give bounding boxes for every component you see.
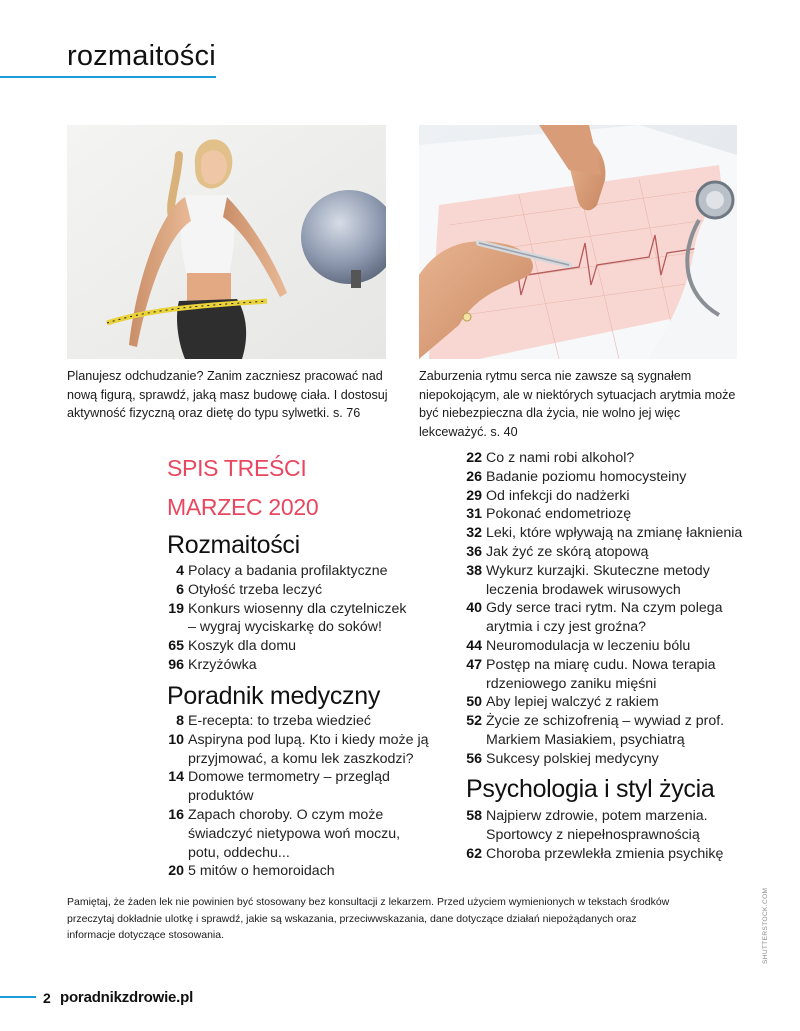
toc-item[interactable]: [164, 712, 429, 731]
toc-page-number: 6: [176, 581, 184, 598]
toc-item-title: Od infekcji do nadżerki: [486, 487, 630, 504]
toc-item[interactable]: [462, 656, 762, 694]
toc-issue: MARZEC 2020: [167, 494, 319, 520]
toc-item-title: Pokonać endometriozę: [486, 506, 632, 523]
toc-page-number: 20: [168, 863, 184, 880]
toc-page-number: 62: [466, 845, 482, 862]
toc-item[interactable]: [462, 468, 762, 487]
woman-measuring-waist-photo: [67, 125, 386, 359]
toc-section-title: Rozmaitości: [167, 531, 300, 559]
toc-item[interactable]: [462, 693, 762, 712]
toc-item[interactable]: [164, 581, 414, 600]
toc-page-number: 32: [466, 525, 482, 542]
toc-item[interactable]: [462, 543, 762, 562]
toc-item-title: Choroba przewlekła zmienia psychikę: [486, 845, 724, 862]
toc-page-number: 96: [168, 656, 184, 673]
toc-page-number: 14: [168, 769, 184, 786]
toc-list: [462, 807, 762, 863]
toc-item-title: Sukcesy polskiej medycyny: [486, 750, 659, 767]
toc-item[interactable]: [462, 449, 762, 468]
toc-list: [462, 449, 762, 769]
toc-page-number: 10: [168, 731, 184, 748]
toc-page-number: 52: [466, 713, 482, 730]
toc-item-title: Życie ze schizofrenią – wywiad z prof. Markiem Masiakiem, psychiatrą: [486, 713, 725, 748]
toc-page-number: 26: [466, 468, 482, 485]
toc-page-number: 40: [466, 600, 482, 617]
toc-item-title: Aby lepiej walczyć z rakiem: [486, 694, 659, 711]
toc-page-number: 36: [466, 543, 482, 560]
toc-page-number: 19: [168, 600, 184, 617]
toc-item-title: Neuromodulacja w leczeniu bólu: [486, 637, 691, 654]
toc-page-number: 4: [176, 563, 184, 579]
toc-item[interactable]: [462, 524, 762, 543]
toc-heading: SPIS TREŚCI: [167, 455, 307, 481]
toc-page-number: 16: [168, 806, 184, 823]
toc-section-title: Psychologia i styl życia: [466, 775, 715, 803]
toc-item-title: Gdy serce traci rytm. Na czym polega arytmia i czy jest groźna?: [486, 600, 723, 636]
toc-page-number: 38: [466, 562, 482, 579]
toc-item-title: Leki, które wpływają na zmianę łaknienia: [486, 525, 743, 542]
caption-left: Planujesz odchudzanie? Zanim zaczniesz pracować nad nową figurą, sprawdź, jaką masz budowę ciała. I dostosuj aktywność fizyczną oraz dietę do typu sylwetki. s. 76: [67, 369, 388, 420]
toc-item[interactable]: [164, 768, 429, 806]
toc-page-number: 47: [466, 656, 482, 673]
toc-item[interactable]: [462, 845, 762, 864]
toc-item-title: Domowe termometry – przegląd produktów: [188, 769, 390, 805]
toc-item[interactable]: [462, 599, 762, 637]
toc-item-title: Najpierw zdrowie, potem marzenia. Sportowcy z niepełnosprawnością: [486, 808, 708, 843]
toc-page-number: 44: [466, 637, 482, 654]
toc-item[interactable]: [462, 487, 762, 506]
toc-item-title: Otyłość trzeba leczyć: [188, 581, 323, 598]
toc-item-title: Koszyk dla domu: [188, 638, 297, 655]
caption-right: Zaburzenia rytmu serca nie zawsze są sygnałem niepokojącym, ale w niektórych sytuacjach arytmia może być niebezpieczna dla życia, nie wolno jej więc lekceważyć. s. 40: [419, 369, 736, 439]
toc-section-title: Poradnik medyczny: [167, 682, 381, 710]
toc-page-number: 31: [466, 506, 482, 523]
toc-list: [164, 712, 429, 881]
toc-item-title: Krzyżówka: [188, 656, 257, 673]
toc-item-title: Zapach choroby. O czym może świadczyć nietypowa woń moczu, potu, oddechu...: [188, 806, 401, 861]
toc-list: [164, 562, 414, 675]
toc-item[interactable]: [164, 862, 429, 881]
toc-item-title: Jak żyć ze skórą atopową: [486, 543, 649, 560]
footer-rule: [0, 996, 36, 998]
site-name[interactable]: poradnikzdrowie.pl: [60, 989, 194, 1006]
toc-item[interactable]: [462, 807, 762, 845]
toc-item-title: Konkurs wiosenny dla czytelniczek – wygraj wyciskarkę do soków!: [188, 600, 407, 636]
toc-page-number: 56: [466, 750, 482, 767]
page-number: 2: [43, 990, 51, 1006]
toc-item-title: 5 mitów o hemoroidach: [188, 863, 335, 880]
toc-page-number: 22: [466, 450, 482, 466]
toc-item-title: Co z nami robi alkohol?: [486, 450, 635, 466]
toc-item[interactable]: [164, 656, 414, 675]
toc-item[interactable]: [164, 562, 414, 581]
toc-item[interactable]: [462, 750, 762, 769]
disclaimer: Pamiętaj, że żaden lek nie powinien być stosowany bez konsultacji z lekarzem. Przed użyciem wymienionych w tekstach środków przeczytaj dokładnie ulotkę i sprawdź, jakie są wskazania, przeciwwskazania, dane dotyczące działań niepożądanych oraz informacje dotyczące stosowania.: [67, 896, 670, 941]
toc-item-title: Badanie poziomu homocysteiny: [486, 468, 687, 485]
toc-item-title: E-recepta: to trzeba wiedzieć: [188, 713, 371, 729]
toc-page-number: 58: [466, 808, 482, 824]
toc-item-title: Aspiryna pod lupą. Kto i kiedy może ją przyjmować, a komu lek zaszkodzi?: [188, 731, 429, 767]
toc-page-number: 29: [466, 487, 482, 504]
toc-item[interactable]: [164, 806, 429, 862]
toc-item[interactable]: [462, 505, 762, 524]
toc-page-number: 50: [466, 694, 482, 711]
toc-item[interactable]: [462, 637, 762, 656]
toc-item[interactable]: [462, 712, 762, 750]
toc-item[interactable]: [164, 600, 414, 638]
photo-credit: SHUTTERSTOCK.COM: [762, 887, 769, 964]
toc-item[interactable]: [164, 731, 429, 769]
section-title: rozmaitości: [67, 40, 216, 72]
toc-item-title: Postęp na miarę cudu. Nowa terapia rdzeniowego zaniku mięśni: [486, 656, 716, 692]
section-title-rule: [0, 76, 216, 78]
toc-item-title: Wykurz kurzajki. Skuteczne metody leczenia brodawek wirusowych: [486, 562, 710, 598]
toc-item-title: Polacy a badania profilaktyczne: [188, 563, 388, 579]
toc-item[interactable]: [462, 562, 762, 600]
ecg-printout-with-stethoscope-photo: [419, 125, 737, 359]
toc-page-number: 8: [176, 713, 184, 729]
toc-item[interactable]: [164, 637, 414, 656]
toc-page-number: 65: [168, 638, 184, 655]
